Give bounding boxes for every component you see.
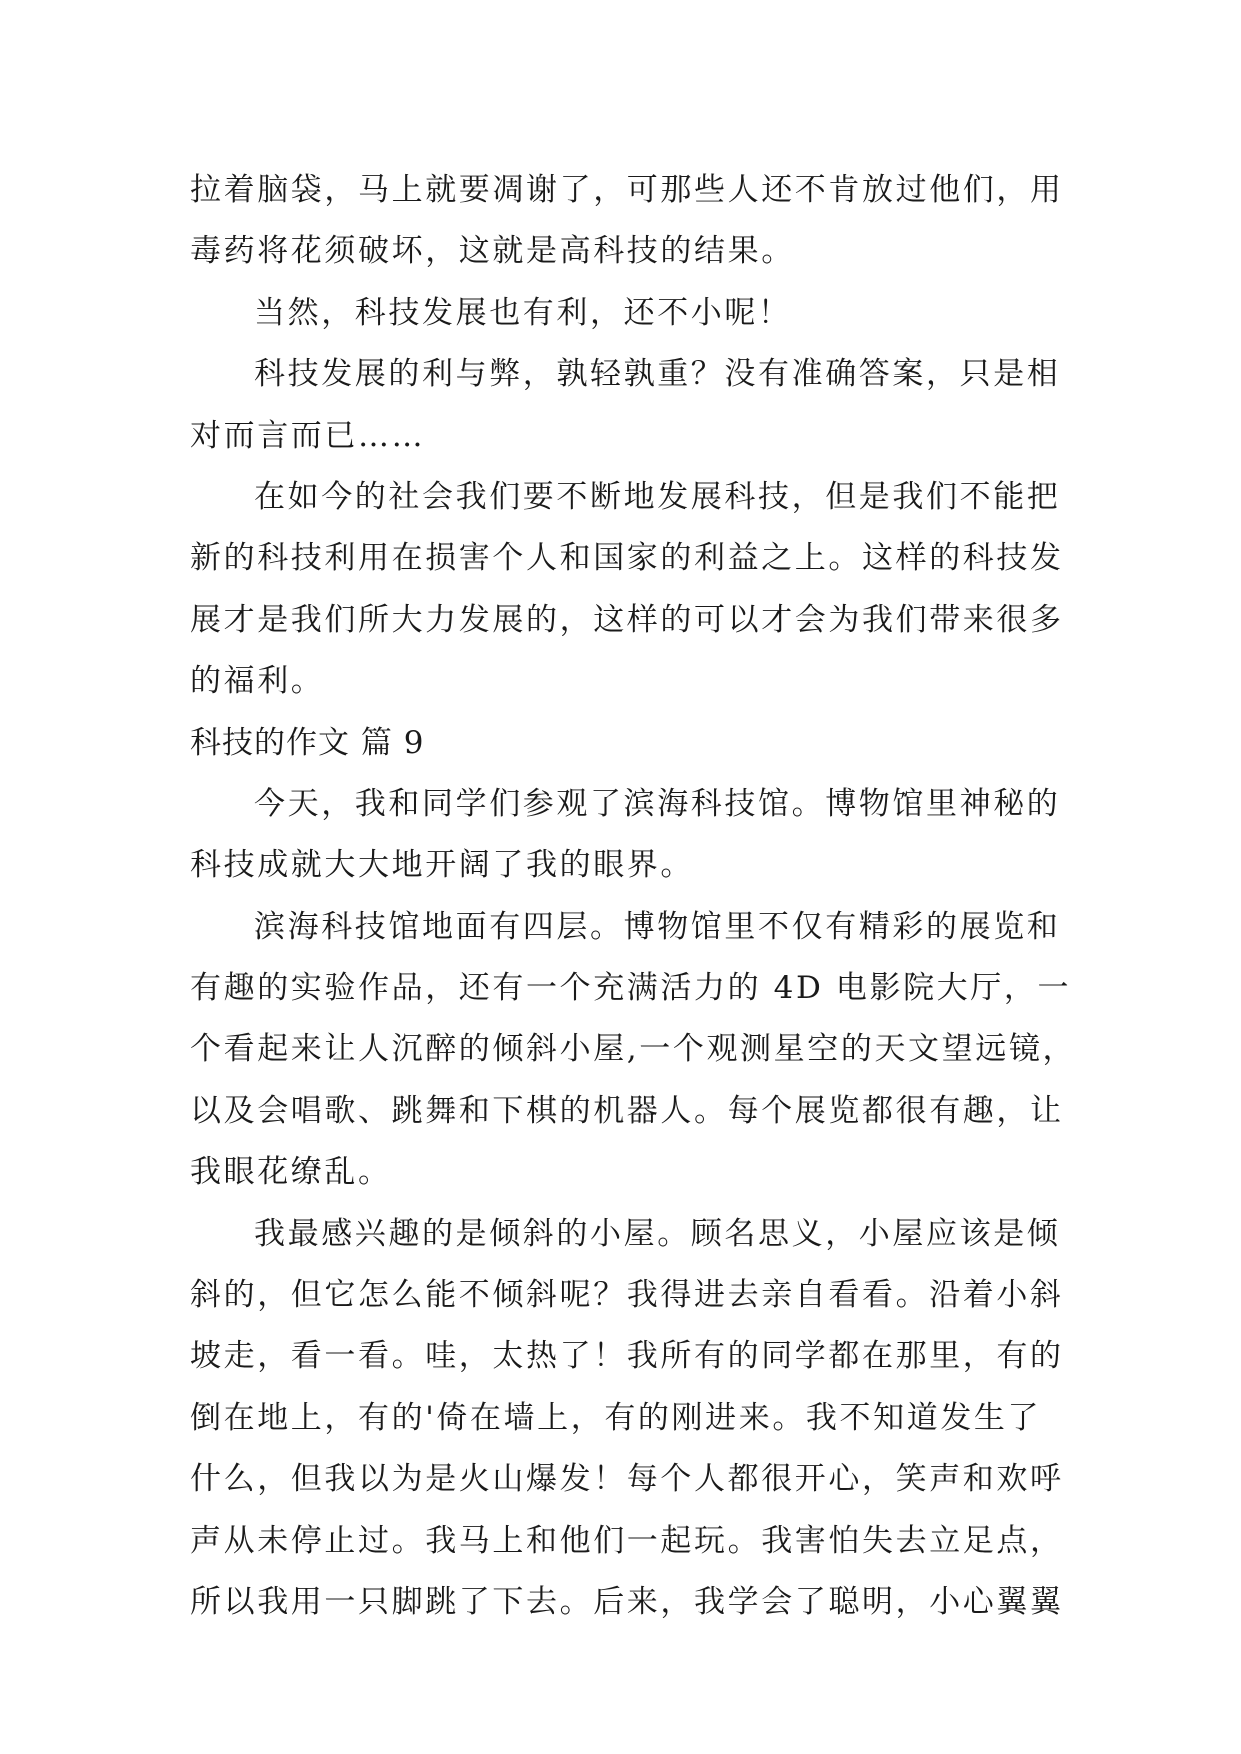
paragraph-start-line: 今天，我和同学们参观了滨海科技馆。博物馆里神秘的 bbox=[254, 785, 1061, 822]
paragraph-start-line: 我最感兴趣的是倾斜的小屋。顾名思义，小屋应该是倾 bbox=[254, 1215, 1061, 1252]
text-line: 斜的，但它怎么能不倾斜呢？我得进去亲自看看。沿着小斜 bbox=[190, 1277, 1064, 1314]
text-line: 坡走，看一看。哇，太热了！我所有的同学都在那里，有的 bbox=[190, 1338, 1064, 1375]
text-line: 倒在地上，有的'倚在墙上，有的刚进来。我不知道发生了 bbox=[190, 1399, 1042, 1436]
text-line: 展才是我们所大力发展的，这样的可以才会为我们带来很多 bbox=[190, 601, 1064, 638]
text-line: 的福利。 bbox=[190, 663, 325, 700]
paragraph-start-line: 科技发展的利与弊，孰轻孰重？没有准确答案，只是相 bbox=[254, 356, 1061, 393]
text-line: 以及会唱歌、跳舞和下棋的机器人。每个展览都很有趣，让 bbox=[190, 1092, 1064, 1129]
text-line: 新的科技利用在损害个人和国家的利益之上。这样的科技发 bbox=[190, 540, 1064, 577]
text-line: 我眼花缭乱。 bbox=[190, 1154, 392, 1191]
paragraph-start-line: 在如今的社会我们要不断地发展科技，但是我们不能把 bbox=[254, 478, 1061, 515]
section-heading: 科技的作文 篇 9 bbox=[190, 724, 425, 761]
paragraph-start-line: 滨海科技馆地面有四层。博物馆里不仅有精彩的展览和 bbox=[254, 908, 1061, 945]
text-line: 什么，但我以为是火山爆发！每个人都很开心，笑声和欢呼 bbox=[190, 1461, 1064, 1498]
text-line: 对而言而已…… bbox=[190, 417, 426, 454]
essay-text-body bbox=[190, 160, 1077, 1633]
text-line: 拉着脑袋，马上就要凋谢了，可那些人还不肯放过他们，用 bbox=[190, 172, 1064, 208]
text-line: 毒药将花须破坏，这就是高科技的结果。 bbox=[190, 233, 795, 270]
text-line: 科技成就大大地开阔了我的眼界。 bbox=[190, 847, 694, 884]
text-line: 有趣的实验作品，还有一个充满活力的 4D 电影院大厅，一 bbox=[190, 970, 1072, 1007]
paragraph-start-line: 当然，科技发展也有利，还不小呢！ bbox=[254, 294, 792, 331]
text-line: 所以我用一只脚跳了下去。后来，我学会了聪明，小心翼翼 bbox=[190, 1583, 1064, 1620]
text-line: 声从未停止过。我马上和他们一起玩。我害怕失去立足点， bbox=[190, 1522, 1064, 1559]
text-line: 个看起来让人沉醉的倾斜小屋,一个观测星空的天文望远镜， bbox=[190, 1031, 1077, 1068]
